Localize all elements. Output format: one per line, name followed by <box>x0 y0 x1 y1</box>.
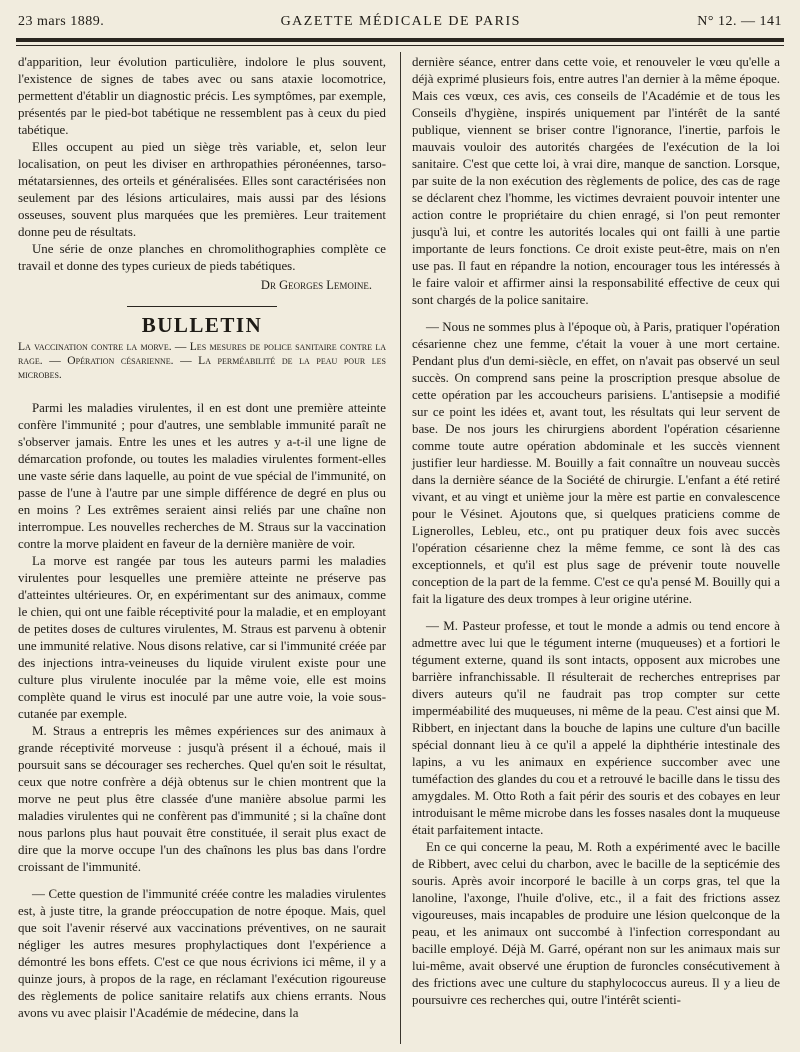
paragraph: dernière séance, entrer dans cette voie, et renouveler le vœu qu'elle a déjà exprimé plusieurs fois, entre autres l'an dernier à la même époque. Mais ces vœux, ces avis, ces conseils de l'Académie et de tous les Conseils d'hygiène, inspirés uniquement par l'intérêt de la santé publique, viennent se briser contre l'ignorance, l'inertie, parfois le mauvais vouloir des autorités chargées de l'exécution de la loi sanitaire. C'est que cette loi, à vrai dire, manque de sanction. Lorsque, par suite de la non exécution des règlements de police, des cas de rage se déclarent chez l'homme, les victimes devraient pouvoir intenter une action contre le propriétaire du chien enragé, si l'on peut remonter jusqu'à lui, et contre les autorités locales qui ont failli à une partie importante de leurs fonctions. Ce droit existe peut-être, mais on n'en use pas. Il faut en répandre la notion, encourager tous les intéressés à le faire valoir et affirmer ainsi la responsabilité effective de ceux qui sont chargés de la police sanitaire. <box>412 55 780 307</box>
paragraph: — M. Pasteur professe, et tout le monde a admis ou tend encore à admettre avec lui que le tégument interne (muqueuses) et a fortiori le tégument externe, quand ils sont intacts, opposent aux microbes une barrière infranchissable. Il résulterait de recherches entreprises par divers auteurs qu'il ne faudrait pas trop compter sur cette imperméabilité des muqueuses, ni même de la peau. C'est ainsi que M. Ribbert, en injectant dans la bouche de lapins une culture d'un bacille spécial donnant lieu à ce qu'il a appelé la diphthérie intestinale des lapins, a vu les animaux en expérience succomber avec une tuméfaction des glandes du cou et a retrouvé le bacille dans le tissu des amygdales. M. Otto Roth a fait périr des souris et des cobayes en leur introduisant le même microbe dans les fosses nasales dont la muqueuse était parfaitement intacte. <box>412 619 781 837</box>
header-date: 23 mars 1889. <box>18 14 105 29</box>
paragraph: En ce qui concerne la peau, M. Roth a expérimenté avec le bacille de Ribbert, avec celui du charbon, avec le bacille de la septicémie des souris. Après avoir incorporé le bacille à un corps gras, tel que la lanoline, l'axonge, l'huile d'olive, etc., il a fait des frictions assez vigoureuses, mais incapables de produire une lésion quelconque de la peau, et les animaux ont succombé à l'infection correspondant au bacille employé. Déjà M. Garré, opérant non sur les animaux mais sur lui-même, avait observé une éruption de furoncles consécutivement à des frictions avec une culture du staphylococcus aureus. Il y a lieu de poursuivre ces recherches qui, outre l'intérêt scienti- <box>412 840 780 1007</box>
signature: Dr Georges Lemoine. <box>260 278 372 292</box>
paragraph: Une série de onze planches en chromolithographies complète ce travail et donne des types curieux de pieds tabétiques. <box>18 242 386 273</box>
paragraph: — Cette question de l'immunité créée contre les maladies virulentes est, à juste titre, la grande préoccupation de notre époque. Mais, quel que soit l'avenir réservé aux vaccinations préventives, on ne saurait négliger les autres mesures prophylactiques dont l'expérience a démontré les bons effets. C'est ce que nous écrivions ici même, il y a quinze jours, à propos de la rage, en réclamant l'exécution rigoureuse des règlements de police sanitaire relatifs aux chiens errants. Nous avons vu avec plaisir l'Académie de médecine, dans la <box>18 887 386 1020</box>
bulletin-subtitle: La vaccination contre la morve. — Les mesures de police sanitaire contre la rage. — Opération césarienne. — La perméabilité de la peau pour les microbes. <box>18 341 386 381</box>
page-header <box>18 8 782 36</box>
bulletin-title: BULLETIN <box>141 313 263 337</box>
left-column <box>18 54 386 1022</box>
paragraph: Parmi les maladies virulentes, il en est dont une première atteinte confère l'immunité ; pour d'autres, une semblable immunité paraît ne s'observer jamais. Entre les unes et les autres y a-t-il une ligne de démarcation profonde, ou toutes les maladies virulentes forment-elles une vaste série dans laquelle, au point de vue spécial de l'immunité, on passe de l'une à l'autre par une simple différence de degré en plus ou en moins ? Les extrêmes seraient ainsi reliés par une chaîne non interrompue. Les nouvelles recherches de M. Straus sur la vaccination contre la morve plaident en faveur de la dernière manière de voir. <box>18 401 386 551</box>
header-rule-thin <box>16 45 784 46</box>
right-column <box>412 54 780 1009</box>
header-title: GAZETTE MÉDICALE DE PARIS <box>280 14 521 29</box>
column-separator <box>400 52 401 1044</box>
header-rule-thick <box>16 38 784 42</box>
paragraph: M. Straus a entrepris les mêmes expériences sur des animaux à grande réceptivité morveuse : jusqu'à présent il a échoué, mais il poursuit sans se décourager ses recherches. Quel qu'en soit le résultat, ceux que notre confrère a déjà obtenus sur le chien montrent que la morve ne peut plus être classée d'une manière absolue parmi les maladies virulentes qui ne confèrent pas d'immunité ; si la chaîne dont nous parlons plus haut pouvait être constituée, il serait plus exact de dire que la morve occupe l'un des chaînons les plus bas dans l'ordre croissant de l'immunité. <box>18 724 386 874</box>
header-page-number: N° 12. — 141 <box>697 14 782 29</box>
paragraph: Elles occupent au pied un siège très variable, et, selon leur localisation, on peut les diviser en arthropathies péronéennes, tarso-métatarsiennes, des orteils et généralisées. Elles sont caractérisées non seulement par des lésions articulaires, mais aussi par des lésions osseuses, souvent plus marquées que les premières. Leur traitement donne peu de résultats. <box>18 140 386 239</box>
paragraph: La morve est rangée par tous les auteurs parmi les maladies virulentes pour lesquelles une première atteinte ne préserve pas d'atteintes ultérieures. Or, en expérimentant sur des animaux, comme le chien, qui ont une faible réceptivité pour la maladie, et en employant de petites doses de cultures virulentes, M. Straus est parvenu à obtenir une immunité relative. Nous disons relative, car si l'immunité créée par des injections intra-veineuses du liquide virulent existe pour une culture plus virulente inoculée par la même voie, elle est moins complète quand le virus est inoculé par une autre voie, la voie sous-cutanée par exemple. <box>18 554 386 721</box>
section-divider <box>127 306 277 307</box>
paragraph: — Nous ne sommes plus à l'époque où, à Paris, pratiquer l'opération césarienne chez une femme, c'était la vouer à une mort certaine. Pendant plus d'un demi-siècle, en effet, on n'avait pas observé un seul succès. On comprend sans peine la proscription presque absolue de cette opération par les accoucheurs parisiens. L'antisepsie a modifié sur ce point les idées et, avant tout, les résultats qui leur servent de base. De nos jours les chirurgiens abordent l'opération césarienne comme toute autre opération abdominale et les succès viennent justifier leur hardiesse. M. Bouilly a fait connaître un nouveau succès dans la dernière séance de la Société de chirurgie. L'enfant a été retiré vivant, et au vingt et unième jour la mère est partie en convalescence pour le Vésinet. Ajoutons que, si quelques praticiens comme de Lignerolles, Lebleu, etc., ont pu pratiquer deux fois avec succès l'opération césarienne chez la même femme, ce sont là des cas exceptionnels, et qu'il est plus sage de prévenir toute nouvelle conception de la part de la femme. C'est ce qu'a pensé M. Bouilly qui a fait la ligature des deux trompes à leur origine utérine. <box>412 320 780 606</box>
paragraph: d'apparition, leur évolution particulière, indolore le plus souvent, l'existence de signes de tabes avec ou sans ataxie locomotrice, permettent d'établir un diagnostic précis. Les symptômes, par exemple, présentés par le pied-bot tabétique ne ressemblent pas à ceux du pied tabétique. <box>18 55 386 137</box>
